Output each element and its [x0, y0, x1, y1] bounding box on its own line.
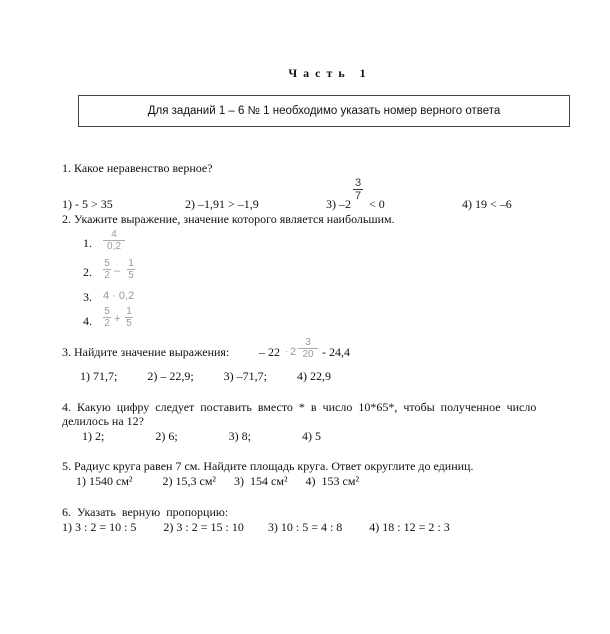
q6-answers: 1) 3 : 2 = 10 : 5 2) 3 : 2 = 15 : 10 3) 10 : 5 = 4 : 8 4) 18 : 12 = 2 : 3 — [62, 520, 450, 534]
q3-expression-suffix: - 24,4 — [322, 345, 350, 359]
q1-option-3-prefix: 3) –2 — [326, 197, 351, 211]
fraction-numerator: 5 — [104, 258, 110, 269]
q2-item-2-label: 2. — [83, 265, 92, 279]
q2-item-3-expression: 4 · 0,2 — [103, 290, 135, 302]
q2-item-2-operator: – — [114, 265, 121, 277]
instruction-box — [78, 95, 570, 127]
fraction-denominator: 20 — [298, 348, 318, 360]
page-title: Часть 1 — [288, 66, 372, 80]
q3-expression-fraction — [298, 337, 318, 360]
q4-text-line2: делилось на 12? — [62, 414, 145, 428]
q2-item-1-label: 1. — [83, 236, 92, 250]
q3-text: 3. Найдите значение выражения: — [62, 345, 230, 359]
fraction-numerator: 3 — [354, 177, 362, 189]
fraction-numerator: 4 — [111, 229, 117, 240]
fraction-numerator: 5 — [104, 306, 110, 317]
q2-item-4-label: 4. — [83, 314, 92, 328]
q2-text: 2. Укажите выражение, значение которого является наибольшим. — [62, 212, 395, 226]
q1-text: 1. Какое неравенство верное? — [62, 161, 213, 175]
fraction-denominator: 7 — [354, 190, 362, 202]
fraction-numerator: 1 — [126, 306, 132, 317]
fraction-denominator: 2 — [104, 270, 110, 281]
fraction-numerator: 3 — [305, 337, 311, 348]
q2-item-4-fraction-b — [125, 306, 133, 329]
q1-option-3-fraction — [353, 177, 363, 202]
q2-item-2-fraction-a — [103, 258, 111, 281]
q2-item-1-fraction — [103, 229, 125, 252]
q3-expression-prefix: – 22 — [259, 345, 280, 359]
q4-answers: 1) 2; 2) 6; 3) 8; 4) 5 — [82, 429, 321, 443]
instruction-text: Для заданий 1 – 6 № 1 необходимо указать номер верного ответа — [147, 105, 501, 117]
q5-answers: 1) 1540 см² 2) 15,3 см² 3) 154 см² 4) 153 см² — [76, 474, 360, 488]
q1-option-4: 4) 19 < –6 — [462, 197, 512, 211]
q6-text: 6. Указать верную пропорцию: — [62, 505, 229, 519]
q1-option-2: 2) –1,91 > –1,9 — [185, 197, 259, 211]
fraction-denominator: 2 — [104, 318, 110, 329]
fraction-denominator: 0,2 — [103, 240, 125, 252]
q2-item-4-fraction-a — [103, 306, 111, 329]
fraction-numerator: 1 — [128, 258, 134, 269]
q5-text: 5. Радиус круга равен 7 см. Найдите площадь круга. Ответ округлите до единиц. — [62, 459, 474, 473]
q1-option-1: 1) - 5 > 35 — [62, 197, 113, 211]
fraction-denominator: 5 — [126, 318, 132, 329]
fraction-denominator: 5 — [128, 270, 134, 281]
q3-answers: 1) 71,7; 2) – 22,9; 3) –71,7; 4) 22,9 — [80, 369, 331, 383]
q4-text-line1: 4. Какую цифру следует поставить вместо * в число 10*65*, чтобы полученное число — [62, 400, 537, 414]
q2-item-3-label: 3. — [83, 290, 92, 304]
q3-expression-dot: · — [285, 346, 288, 356]
q2-item-2-fraction-b — [127, 258, 135, 281]
q1-option-3-suffix: < 0 — [369, 197, 385, 211]
q3-expression-whole: 2 — [290, 346, 297, 358]
q2-item-4-operator: + — [114, 313, 121, 325]
